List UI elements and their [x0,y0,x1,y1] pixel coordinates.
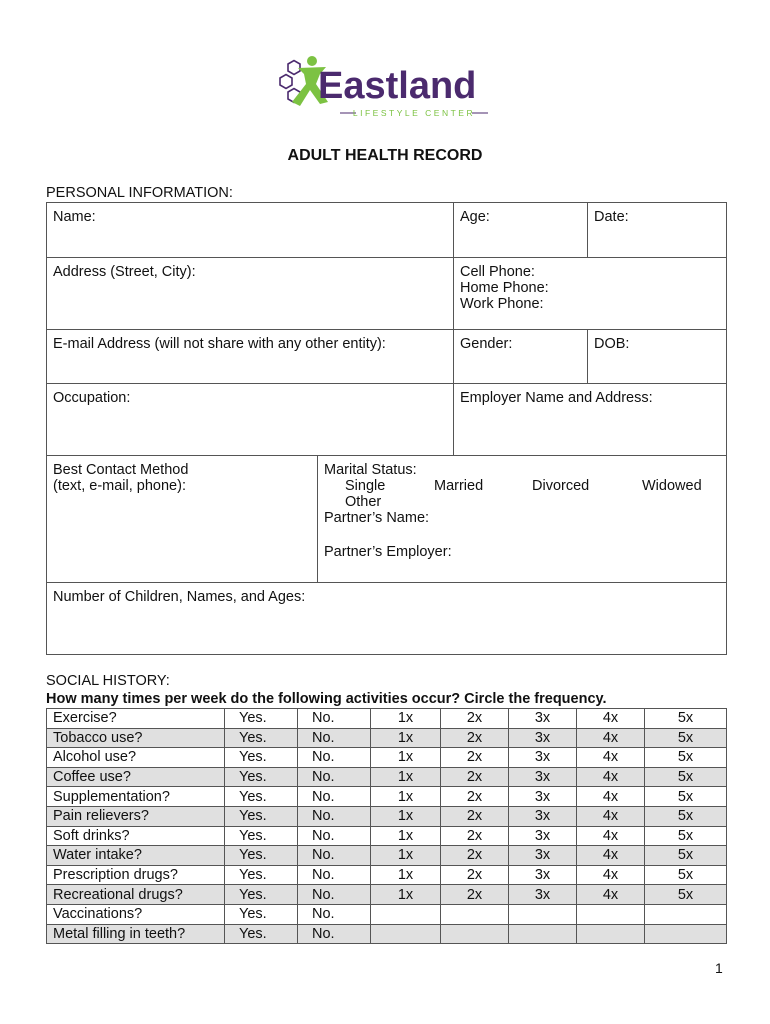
no-option[interactable]: No. [298,806,371,826]
yes-option[interactable]: Yes. [225,924,298,944]
frequency-option[interactable]: 4x [577,728,645,748]
marital-status-field[interactable] [318,456,727,583]
frequency-option[interactable]: 1x [371,806,441,826]
frequency-option[interactable]: 2x [441,787,509,807]
social-heading: SOCIAL HISTORY: [46,673,170,689]
activity-label: Soft drinks? [47,826,225,846]
no-option[interactable]: No. [298,885,371,905]
yes-option[interactable]: Yes. [225,826,298,846]
address-field[interactable] [47,258,454,330]
frequency-option[interactable]: 4x [577,806,645,826]
address-label: Address (Street, City): [53,264,196,280]
yes-option[interactable]: Yes. [225,709,298,729]
activity-row [47,885,727,905]
work-phone-label: Work Phone: [460,296,544,312]
children-field[interactable] [47,583,727,655]
frequency-option[interactable]: 3x [509,748,577,768]
name-field[interactable] [47,203,454,258]
yes-option[interactable]: Yes. [225,728,298,748]
logo-tagline: LIFESTYLE CENTER [352,108,476,118]
age-label: Age: [460,209,490,225]
home-phone-label: Home Phone: [460,280,549,296]
employer-field[interactable] [454,384,727,456]
dob-label: DOB: [594,336,630,352]
yes-option[interactable]: Yes. [225,806,298,826]
frequency-option[interactable]: 5x [645,709,727,729]
frequency-option[interactable]: 2x [441,728,509,748]
age-field[interactable] [454,203,588,258]
frequency-option[interactable]: 5x [645,728,727,748]
gender-field[interactable] [454,330,588,384]
activity-label: Water intake? [47,846,225,866]
activity-label: Vaccinations? [47,904,225,924]
frequency-option[interactable]: 3x [509,767,577,787]
page-number: 1 [715,960,723,976]
email-field[interactable] [47,330,454,384]
activity-row [47,904,727,924]
no-option[interactable]: No. [298,728,371,748]
frequency-option[interactable]: 3x [509,728,577,748]
frequency-option[interactable]: 1x [371,767,441,787]
frequency-option[interactable]: 2x [441,846,509,866]
contact-method-field[interactable] [47,456,318,583]
frequency-option[interactable]: 2x [441,885,509,905]
marital-options [324,478,720,494]
social-history-table [46,708,727,944]
dob-field[interactable] [588,330,727,384]
employer-label: Employer Name and Address: [460,390,653,406]
no-option[interactable]: No. [298,748,371,768]
activity-label: Supplementation? [47,787,225,807]
date-label: Date: [594,209,629,225]
yes-option[interactable]: Yes. [225,787,298,807]
no-option[interactable]: No. [298,709,371,729]
phones-field[interactable] [454,258,727,330]
frequency-option[interactable]: 5x [645,806,727,826]
empty-cell [577,924,645,944]
frequency-option[interactable]: 3x [509,885,577,905]
frequency-option[interactable]: 1x [371,709,441,729]
empty-cell [645,904,727,924]
personal-heading: PERSONAL INFORMATION: [46,185,233,201]
activity-row [47,728,727,748]
yes-option[interactable]: Yes. [225,846,298,866]
empty-cell [371,904,441,924]
marital-option-other[interactable]: Other [345,494,382,510]
activity-label: Exercise? [47,709,225,729]
activity-label: Coffee use? [47,767,225,787]
activity-row [47,709,727,729]
frequency-option[interactable]: 4x [577,885,645,905]
frequency-option[interactable]: 4x [577,865,645,885]
frequency-option[interactable]: 2x [441,826,509,846]
empty-cell [509,924,577,944]
frequency-option[interactable]: 1x [371,748,441,768]
occupation-label: Occupation: [53,390,131,406]
frequency-option[interactable]: 1x [371,826,441,846]
frequency-option[interactable]: 5x [645,846,727,866]
no-option[interactable]: No. [298,826,371,846]
contact-method-hint: (text, e-mail, phone): [53,478,186,494]
frequency-option[interactable]: 5x [645,787,727,807]
frequency-option[interactable]: 1x [371,728,441,748]
activity-row [47,924,727,944]
activity-row [47,846,727,866]
no-option[interactable]: No. [298,767,371,787]
frequency-option[interactable]: 4x [577,846,645,866]
frequency-option[interactable]: 5x [645,767,727,787]
frequency-option[interactable]: 3x [509,709,577,729]
frequency-option[interactable]: 3x [509,826,577,846]
empty-cell [645,924,727,944]
frequency-option[interactable]: 5x [645,885,727,905]
marital-status-label: Marital Status: [324,462,417,478]
partner-name-label: Partner’s Name: [324,510,430,526]
occupation-field[interactable] [47,384,454,456]
frequency-option[interactable]: 2x [441,748,509,768]
frequency-option[interactable]: 3x [509,806,577,826]
frequency-option[interactable]: 1x [371,865,441,885]
no-option[interactable]: No. [298,865,371,885]
frequency-option[interactable]: 4x [577,826,645,846]
empty-cell [441,924,509,944]
no-option[interactable]: No. [298,787,371,807]
activity-row [47,767,727,787]
frequency-option[interactable]: 2x [441,709,509,729]
activity-label: Prescription drugs? [47,865,225,885]
yes-option[interactable]: Yes. [225,748,298,768]
frequency-option[interactable]: 4x [577,748,645,768]
yes-option[interactable]: Yes. [225,904,298,924]
activity-row [47,748,727,768]
activity-label: Metal filling in teeth? [47,924,225,944]
yes-option[interactable]: Yes. [225,865,298,885]
frequency-option[interactable]: 3x [509,787,577,807]
frequency-option[interactable]: 5x [645,748,727,768]
activity-row [47,787,727,807]
frequency-option[interactable]: 2x [441,865,509,885]
page-title: ADULT HEALTH RECORD [287,147,483,164]
activity-label: Alcohol use? [47,748,225,768]
no-option[interactable]: No. [298,924,371,944]
frequency-option[interactable]: 4x [577,709,645,729]
eastland-logo [276,54,496,122]
empty-cell [577,904,645,924]
frequency-option[interactable]: 1x [371,787,441,807]
frequency-option[interactable]: 3x [509,865,577,885]
activity-row [47,806,727,826]
activity-row [47,826,727,846]
frequency-option[interactable]: 3x [509,846,577,866]
social-question: How many times per week do the following activities occur? Circle the frequency. [46,691,607,707]
date-field[interactable] [588,203,727,258]
gender-label: Gender: [460,336,513,352]
frequency-option[interactable]: 2x [441,806,509,826]
frequency-option[interactable]: 5x [645,865,727,885]
activity-label: Recreational drugs? [47,885,225,905]
activity-row [47,865,727,885]
partner-employer-label: Partner’s Employer: [324,544,452,560]
activity-label: Pain relievers? [47,806,225,826]
frequency-option[interactable]: 4x [577,767,645,787]
marital-option-single[interactable]: Single [345,478,386,494]
personal-info-table [46,202,727,655]
yes-option[interactable]: Yes. [225,767,298,787]
logo-brand: Eastland [318,65,477,107]
frequency-option[interactable]: 1x [371,885,441,905]
empty-cell [371,924,441,944]
marital-option-widowed[interactable]: Widowed [642,478,702,494]
empty-cell [509,904,577,924]
children-label: Number of Children, Names, and Ages: [53,589,306,605]
name-label: Name: [53,209,96,225]
marital-option-married[interactable]: Married [434,478,484,494]
frequency-option[interactable]: 5x [645,826,727,846]
cell-phone-label: Cell Phone: [460,264,535,280]
email-label: E-mail Address (will not share with any other entity): [53,336,386,352]
contact-method-label: Best Contact Method [53,462,189,478]
frequency-option[interactable]: 2x [441,767,509,787]
no-option[interactable]: No. [298,904,371,924]
empty-cell [441,904,509,924]
frequency-option[interactable]: 4x [577,787,645,807]
activity-label: Tobacco use? [47,728,225,748]
no-option[interactable]: No. [298,846,371,866]
marital-option-divorced[interactable]: Divorced [532,478,590,494]
yes-option[interactable]: Yes. [225,885,298,905]
frequency-option[interactable]: 1x [371,846,441,866]
